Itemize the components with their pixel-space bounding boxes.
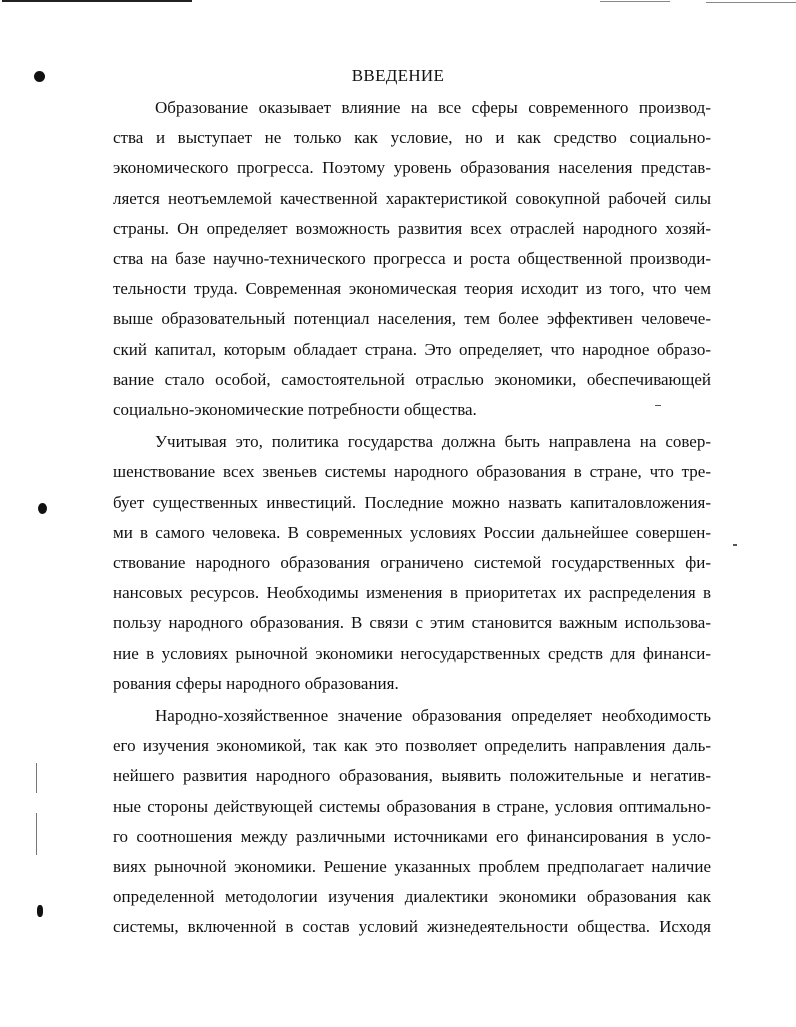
text-line: Образование оказывает влияние на все сферы современного производ- [155, 98, 711, 117]
scan-speck [733, 544, 737, 546]
scan-edge-mark [600, 1, 670, 2]
scan-line-artifact [36, 813, 37, 855]
text-line: ства на базе научно-технического прогресса и роста общественной производи- [113, 249, 711, 269]
text-line: ствование народного образования ограничено системой государственных фи- [113, 553, 711, 573]
scan-edge-mark [2, 0, 192, 2]
text-line: ский капитал, которым обладает страна. Это определяет, что народное образо- [113, 339, 711, 359]
scan-edge-mark [706, 2, 796, 3]
text-line: нансовых ресурсов. Необходимы изменения в приоритетах их распределения в [113, 583, 711, 603]
text-line: страны. Он определяет возможность развития всех отраслей народного хозяй- [113, 218, 711, 238]
text-line: ние в условиях рыночной экономики негосударственных средств для финанси- [113, 643, 711, 663]
text-line: ляется неотъемлемой качественной характеристикой совокупной рабочей силы [113, 188, 711, 208]
text-line: ства и выступает не только как условие, но и как средство социально- [113, 128, 711, 148]
text-line: экономического прогресса. Поэтому уровень образования населения представ- [113, 158, 711, 178]
text-line: вание стало особой, самостоятельной отраслью экономики, обеспечивающей [113, 369, 711, 389]
text-line: нейшего развития народного образования, выявить положительные и негатив- [113, 766, 711, 786]
text-line: пользу народного образования. В связи с этим становится важным использова- [113, 613, 711, 633]
text-line: выше образовательный потенциал населения, тем более эффективен человече- [113, 309, 711, 329]
text-line: Учитывая это, политика государства должна быть направлена на совер- [155, 432, 711, 452]
text-line: го соотношения между различными источниками его финансирования в усло- [113, 826, 711, 846]
text-line: системы, включенной в состав условий жизнедеятельности общества. Исходя [113, 917, 711, 937]
document-body [113, 93, 711, 943]
paragraph [113, 93, 711, 425]
text-line: его изучения экономикой, так как это позволяет определить направления даль- [113, 736, 711, 756]
text-line: рования сферы народного образования. [113, 673, 399, 693]
scan-line-artifact [36, 763, 37, 793]
paragraph [113, 427, 711, 699]
punch-hole-mark [38, 503, 47, 514]
text-line: социально-экономические потребности общества. [113, 400, 477, 420]
paragraph [113, 701, 711, 943]
text-line: определенной методологии изучения диалектики экономики образования как [113, 887, 711, 907]
text-line: виях рыночной экономики. Решение указанных проблем предполагает наличие [113, 857, 711, 877]
text-line: бует существенных инвестиций. Последние можно назвать капиталовложения- [113, 492, 711, 512]
text-line: ные стороны действующей системы образования в стране, условия оптимально- [113, 796, 711, 816]
text-line: тельности труда. Современная экономическая теория исходит из того, что чем [113, 279, 711, 299]
punch-hole-mark [37, 905, 43, 917]
text-line: ми в самого человека. В современных условиях России дальнейшее совершен- [113, 522, 711, 542]
page-title: ВВЕДЕНИЕ [351, 66, 445, 85]
text-line: Народно-хозяйственное значение образования определяет необходимость [155, 706, 711, 726]
text-line: шенствование всех звеньев системы народного образования в стране, что тре- [113, 462, 711, 482]
